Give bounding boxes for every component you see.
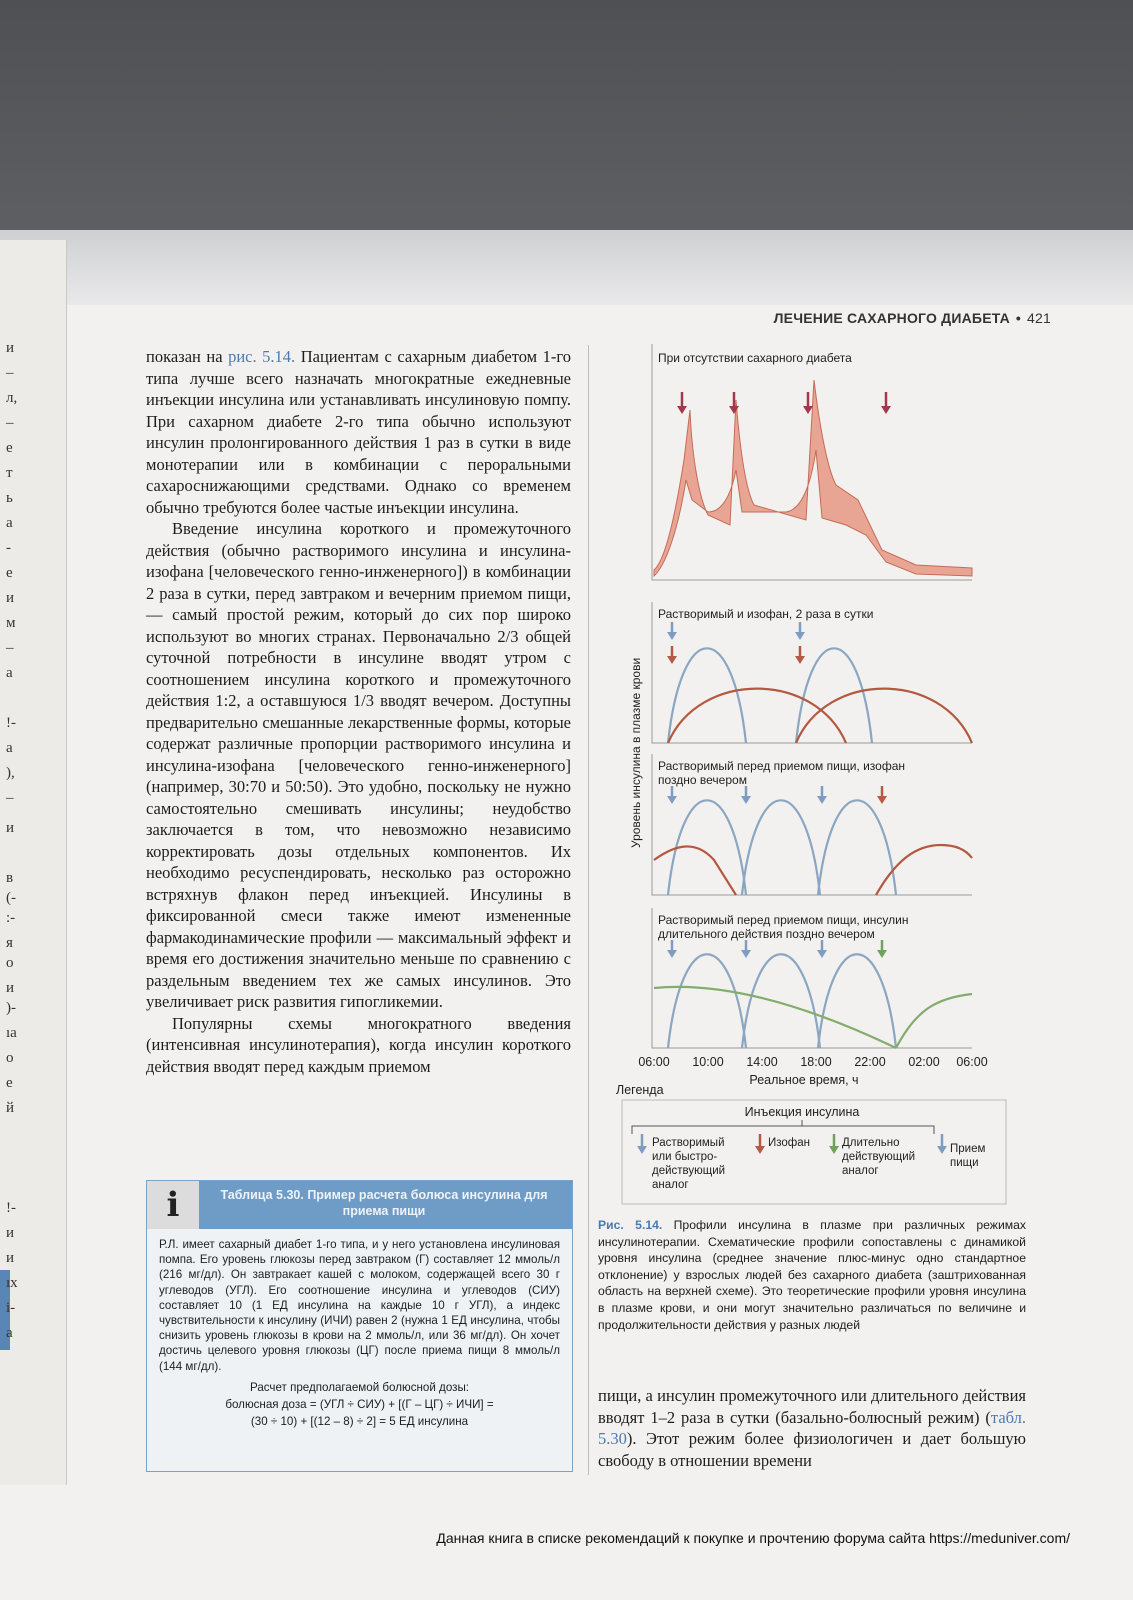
info-box-title: Таблица 5.30. Пример расчета болюса инсулина для приема пищи	[220, 1188, 548, 1218]
x-tick-label: 10:00	[692, 1055, 724, 1069]
panel1-meal-arrow-2-head	[803, 406, 813, 414]
caption-label: Рис. 5.14.	[598, 1218, 663, 1232]
x-axis-label: Реальное время, ч	[749, 1073, 859, 1087]
panel4-arrow-3-head	[817, 950, 827, 958]
panel1-meal-arrows	[677, 392, 891, 414]
panel3-curves	[654, 786, 972, 895]
panel2-soluble-pm	[796, 648, 872, 743]
prev-page-fragment: о	[6, 955, 14, 971]
prev-page-fragment: а	[6, 1325, 13, 1341]
legend-arrow-soluble-head	[637, 1146, 647, 1154]
caption-text: Профили инсулина в плазме при различных режимах инсулинотерапии. Схематические профили сопоставлены с динамикой уровня инсулина (среднее значение плюс-минус одно стандартное отклонение) у взрослых людей без сахарного диабета (заштрихованная область на верхней схеме). Это теоретические профили уровня инсулина в плазме крови, и они могут значительно различаться по величине и продолжительности действия у разных людей	[598, 1218, 1027, 1332]
scanner-dark-area	[0, 0, 1133, 230]
legend-title: Легенда	[616, 1083, 664, 1097]
panel4-soluble-2	[742, 954, 820, 1048]
header-separator: •	[1015, 310, 1022, 326]
panel2-soluble-am	[668, 648, 746, 743]
prev-page-fragment: !-	[6, 1200, 16, 1216]
right-text-pre: пищи, а инсулин промежуточного или длительного действия вводят 1–2 раза в сутки (базально-болюсный режим) (	[598, 1386, 1026, 1427]
prev-page-fragment: и	[6, 1250, 15, 1266]
legend-arrow-long-head	[829, 1146, 839, 1154]
panel4-soluble-3	[818, 954, 896, 1048]
panel2-title: Растворимый и изофан, 2 раза в сутки	[658, 607, 874, 621]
legend-meal-line2: пищи	[950, 1157, 979, 1169]
prev-page-fragment: и	[6, 820, 15, 836]
panel4-soluble-1	[668, 954, 746, 1048]
legend-soluble-line4: аналог	[652, 1179, 689, 1191]
prev-page-fragment: )-	[6, 1000, 16, 1016]
panel2-isophane-pm	[796, 689, 972, 743]
normal-insulin-band	[654, 380, 972, 576]
legend-arrow-meal-head	[937, 1146, 947, 1154]
running-header	[774, 310, 1051, 326]
prev-page-fragment: :-	[6, 910, 16, 926]
figure-5-14	[596, 340, 1026, 1210]
panel2-arrow-red-pm-head	[795, 656, 805, 664]
x-tick-label: 06:00	[638, 1055, 670, 1069]
panel2-curves	[667, 622, 972, 743]
x-tick-label: 06:00	[956, 1055, 988, 1069]
panel3-isophane-prev	[654, 846, 736, 895]
legend-bracket	[632, 1120, 934, 1134]
prev-page-fragment: о	[6, 1050, 14, 1066]
table-5-30-box	[146, 1180, 573, 1472]
prev-page-fragment: и	[6, 340, 15, 356]
legend-arrow-isophane-head	[755, 1146, 765, 1154]
panel2-arrow-blue-pm-head	[795, 632, 805, 640]
calc-formula: болюсная доза = (УГЛ ÷ СИУ) + [(Г – ЦГ) ÷ ИЧИ] =	[225, 1398, 494, 1412]
panel4-arrow-long-head	[877, 950, 887, 958]
prev-page-fragment: е	[6, 1075, 13, 1091]
panel3-title-line1: Растворимый перед приемом пищи, изофан	[658, 759, 905, 773]
p1-prefix: показан на	[146, 347, 223, 366]
prev-page-fragment: и	[6, 980, 15, 996]
prev-page-fragment: –	[6, 640, 14, 656]
prev-page-fragment: –	[6, 415, 14, 431]
panel1-title: При отсутствии сахарного диабета	[658, 351, 852, 365]
prev-page-fragment: а	[6, 665, 13, 681]
panel4-long-acting-night	[896, 994, 972, 1048]
legend-soluble-line3: действующий	[652, 1165, 726, 1177]
x-tick-label: 02:00	[908, 1055, 940, 1069]
panel3-arrow-1-head	[667, 796, 677, 804]
prev-page-fragment: і-	[6, 1300, 16, 1316]
section-title: ЛЕЧЕНИЕ САХАРНОГО ДИАБЕТА	[773, 310, 1010, 326]
prev-page-fragment: е	[6, 565, 13, 581]
right-column-text	[598, 1385, 1026, 1471]
panel3-arrow-isophane-head	[877, 796, 887, 804]
panel4-arrow-2-head	[741, 950, 751, 958]
left-column-text	[146, 346, 571, 1077]
panel3-isophane-night	[876, 845, 972, 895]
legend-isophane: Изофан	[768, 1137, 811, 1149]
paragraph-1	[146, 346, 571, 518]
prev-page-fragment: и	[6, 590, 15, 606]
panel1-meal-arrow-0-head	[677, 406, 687, 414]
legend-long-line2: действующий	[842, 1151, 916, 1163]
prev-page-fragment: –	[6, 790, 14, 806]
table-ref-link[interactable]: табл. 5.30	[598, 1407, 1026, 1448]
scanner-gradient-band	[0, 230, 1133, 305]
x-tick-label: 14:00	[746, 1055, 778, 1069]
panel3-arrow-3-head	[817, 796, 827, 804]
prev-page-fragment: я	[6, 935, 13, 951]
prev-page-fragment: а	[6, 740, 13, 756]
panel2-isophane-am	[668, 689, 846, 743]
panel4-curves	[654, 940, 972, 1048]
info-box-body: Р.Л. имеет сахарный диабет 1-го типа, и у него установлена инсулиновая помпа. Его уровень глюкозы перед завтраком (Г) составляет 12 ммоль/л (216 мг/дл). Он завтракает кашей с молоком, содержащей всего 30 г углеводов (УГЛ). Его соотношение инсулина и углеводов (СИУ) составляет 10 (1 ЕД инсулина на каждые 10 г УГЛ), а индекс чувствительности к инсулину (ИЧИ) равен 2 (нужна 1 ЕД инсулина, чтобы снизить уровень глюкозы в крови на 2 ммоль/л, или 36 мг/дл). Он хочет достичь целевого уровня глюкозы (ЦГ) после приема пищи 8 ммоль/л (144 мг/дл).	[159, 1238, 560, 1373]
calc-result: (30 ÷ 10) + [(12 – 8) ÷ 2] = 5 ЕД инсулина	[250, 1415, 469, 1429]
panel4-arrow-1-head	[667, 950, 677, 958]
prev-page-fragment: и	[6, 1225, 15, 1241]
prev-page-fragment: м	[6, 615, 16, 631]
prev-page-fragment: е	[6, 440, 13, 456]
paragraph-2: Введение инсулина короткого и промежуточного действия (обычно растворимого инсулина и инсулина-изофана [человеческого генно-инженерного]) в комбинации 2 раза в сутки, перед завтраком и вечерним приемом пищи, — самый простой режим, который до сих пор широко используют во многих странах. Первоначально 2/3 общей суточной потребности в инсулине вводят утром с соотношением инсулина короткого и промежуточного действия 1:2, а оставшуюся 1/3 вводят вечером. Доступны предварительно смешанные лекарственные формы, которые содержат различные пропорции растворимого инсулина и инсулина-изофана [человеческого генно-инженерного] (например, 30:70 и 50:50). Это удобно, поскольку не нужно самостоятельно смешивать инсулины; неудобство заключается в том, что невозможно независимо корректировать дозы отдельных компонентов. Их необходимо ресуспендировать, несколько раз осторожно встряхнув флакон перед инъекцией. Инсулины в фиксированной смеси также имеют измененные фармакодинамические профили — максимальный эффект и время его достижения значительно меньше по сравнению с раздельным введением тех же самых инсулинов. Это увеличивает риск развития гипогликемии.	[146, 519, 571, 1011]
page-number: 421	[1027, 310, 1051, 326]
x-tick-label: 22:00	[854, 1055, 886, 1069]
y-axis-label: Уровень инсулина в плазме крови	[629, 657, 643, 848]
calc-heading: Расчет предполагаемой болюсной дозы:	[249, 1380, 470, 1394]
legend-soluble-line1: Растворимый	[652, 1137, 725, 1149]
panel4-title-line1: Растворимый перед приемом пищи, инсулин	[658, 913, 909, 927]
prev-page-fragment: й	[6, 1100, 15, 1116]
insulin-profiles-diagram	[596, 340, 1026, 1210]
legend-items	[637, 1134, 985, 1191]
panel4-long-acting-prev	[654, 987, 896, 1048]
legend-long-line3: аналог	[842, 1165, 879, 1177]
x-axis-ticks	[638, 1055, 987, 1069]
prev-page-fragment: ıx	[6, 1275, 18, 1291]
p1-text: Пациентам с сахарным диабетом 1-го типа лучше всего назначать многократные ежедневные инъекции инсулина или устанавливать инсулиновую помпу. При сахарном диабете 2-го типа обычно используют инсулин пролонгированного действия 1 раз в сутки в виде монотерапии или в комбинации с пероральными сахароснижающими средствами. Однако со временем обычно требуются более частые инъекции инсулина.	[146, 347, 572, 517]
prev-page-fragment: –	[6, 365, 14, 381]
panel4-title-line2: длительного действия поздно вечером	[658, 927, 875, 941]
right-text-post: ). Этот режим более физиологичен и дает большую свободу в отношении времени	[598, 1429, 1026, 1470]
legend-long-line1: Длительно	[842, 1137, 900, 1149]
prev-page-fragment: л,	[6, 390, 18, 406]
footer-note: Данная книга в списке рекомендаций к покупке и прочтению форума сайта https://meduniver.com/	[436, 1530, 1070, 1546]
column-divider	[588, 345, 589, 1475]
info-icon: i	[147, 1181, 199, 1229]
legend-group-label: Инъекция инсулина	[744, 1105, 860, 1119]
prev-page-fragment: в	[6, 870, 14, 886]
prev-page-fragment: ),	[6, 765, 15, 781]
prev-page-fragment: -	[6, 540, 11, 556]
x-tick-label: 18:00	[800, 1055, 832, 1069]
figure-ref-link[interactable]: рис. 5.14.	[228, 347, 296, 366]
prev-page-fragment: а	[6, 515, 13, 531]
insulin-band-area	[654, 380, 972, 576]
panel3-soluble-2	[742, 800, 820, 895]
prev-page-fragment: ıа	[6, 1025, 17, 1041]
figure-caption	[598, 1217, 1026, 1333]
panel3-arrow-2-head	[741, 796, 751, 804]
prev-page-fragment: т	[6, 465, 13, 481]
paragraph-3: Популярны схемы многократного введения (интенсивная инсулинотерапия), когда инсулин короткого действия вводят перед каждым приемом	[146, 1013, 571, 1076]
panel2-arrow-red-am-head	[667, 656, 677, 664]
panel3-title-line2: поздно вечером	[658, 773, 747, 787]
info-box-header	[147, 1181, 572, 1229]
prev-page-fragment: (-	[6, 890, 16, 906]
prev-page-fragment: ь	[6, 490, 13, 506]
legend-meal-line1: Прием	[950, 1143, 986, 1155]
panel2-arrow-blue-am-head	[667, 632, 677, 640]
prev-page-fragment: !-	[6, 715, 16, 731]
legend-soluble-line2: или быстро-	[652, 1151, 718, 1163]
previous-page-strip	[0, 240, 67, 1485]
panel1-meal-arrow-3-head	[881, 406, 891, 414]
